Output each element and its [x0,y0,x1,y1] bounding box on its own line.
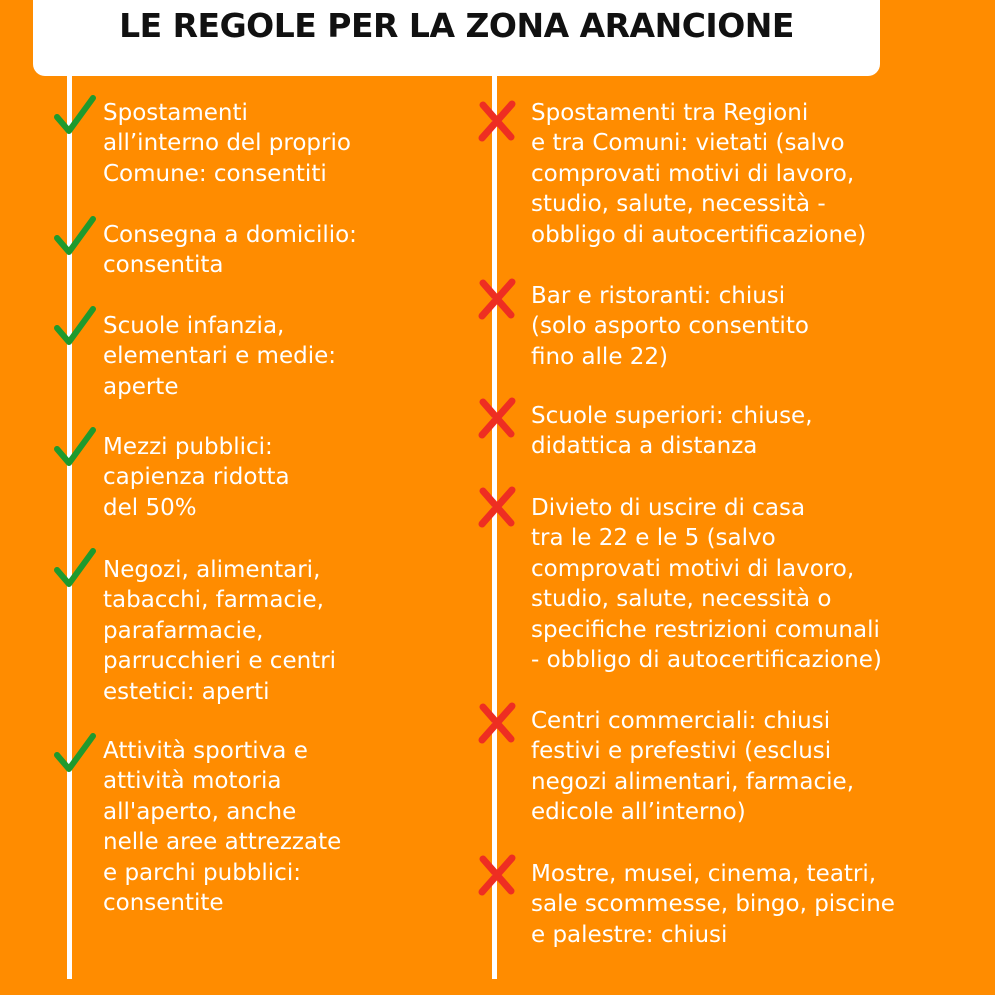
forbidden-item: Spostamenti tra Regioni e tra Comuni: vietati (salvo comprovati motivi di lavoro, studio, salute, necessità - obbligo di autocertificazione) [531,100,867,248]
check-icon [53,731,97,775]
forbidden-item: Centri commerciali: chiusi festivi e prefestivi (esclusi negozi alimentari, farmacie, edicole all’interno) [531,708,854,826]
forbidden-item: Scuole superiori: chiuse, didattica a distanza [531,403,813,460]
allowed-item: Negozi, alimentari, tabacchi, farmacie, parafarmacie, parrucchieri e centri estetici: aperti [103,557,337,705]
cross-icon [475,98,519,142]
check-icon [53,93,97,137]
cross-icon [475,852,519,896]
check-icon [53,214,97,258]
cross-icon [475,395,519,439]
allowed-item: Scuole infanzia, elementari e medie: aperte [103,313,336,400]
allowed-item: Spostamenti all’interno del proprio Comune: consentiti [103,100,351,187]
check-icon [53,546,97,590]
left-timeline-line [67,76,72,979]
forbidden-item: Mostre, musei, cinema, teatri, sale scommesse, bingo, piscine e palestre: chiusi [531,861,895,948]
forbidden-item: Divieto di uscire di casa tra le 22 e le 5 (salvo comprovati motivi di lavoro, studio, salute, necessità o specifiche restrizioni comunali - obbligo di autocertificazione) [531,495,882,674]
cross-icon [475,484,519,528]
allowed-item: Consegna a domicilio: consentita [103,222,357,279]
allowed-item: Mezzi pubblici: capienza ridotta del 50% [103,434,290,521]
check-icon [53,425,97,469]
page-title: LE REGOLE PER LA ZONA ARANCIONE [119,6,794,45]
allowed-item: Attività sportiva e attività motoria all'aperto, anche nelle aree attrezzate e parchi pubblici: consentite [103,738,342,917]
forbidden-item: Bar e ristoranti: chiusi (solo asporto consentito fino alle 22) [531,283,809,370]
check-icon [53,304,97,348]
cross-icon [475,700,519,744]
cross-icon [475,276,519,320]
